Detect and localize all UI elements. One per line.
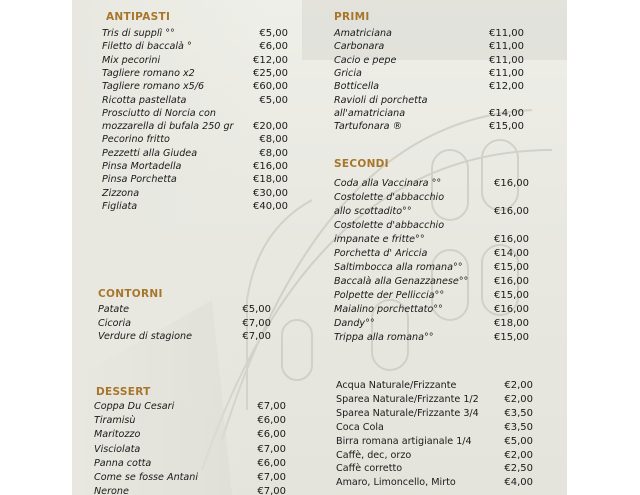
menu-item-name: Pinsa Mortadella xyxy=(102,161,182,172)
menu-item-price: €2,00 xyxy=(504,380,533,391)
menu-item xyxy=(334,178,529,191)
menu-item-price: €14,00 xyxy=(489,107,524,119)
menu-item xyxy=(334,68,524,81)
menu-item xyxy=(336,477,533,490)
menu-item-price: €16,00 xyxy=(494,234,529,245)
menu-item xyxy=(102,95,288,108)
menu-item-name: Pezzetti alla Giudea xyxy=(102,147,198,159)
menu-item xyxy=(98,304,271,317)
menu-item-price: €2,00 xyxy=(504,393,533,405)
section-title-dessert: DESSERT xyxy=(96,386,151,398)
menu-item-price: €4,00 xyxy=(504,477,533,489)
section-title-antipasti: ANTIPASTI xyxy=(106,11,171,23)
menu-item-price: €15,00 xyxy=(494,332,529,343)
menu-item xyxy=(334,121,524,134)
menu-item-name: Figliata xyxy=(102,200,138,212)
menu-item-name: Pinsa Porchetta xyxy=(102,174,177,186)
menu-item xyxy=(102,108,288,121)
menu-item xyxy=(102,68,288,81)
menu-item xyxy=(334,192,529,205)
menu-item-name: Coppa Du Cesari xyxy=(94,401,175,412)
menu-page xyxy=(72,0,567,495)
menu-item-price: €16,00 xyxy=(494,304,529,315)
menu-item-name: Nerone xyxy=(94,486,129,495)
menu-item-name: Tris di supplì °° xyxy=(102,28,175,39)
menu-item-price: €5,00 xyxy=(242,304,271,315)
menu-item-price: €7,00 xyxy=(242,317,271,329)
menu-item-price: €16,00 xyxy=(494,206,529,217)
menu-item-price: €25,00 xyxy=(253,67,288,79)
menu-item xyxy=(334,108,524,121)
menu-item xyxy=(336,422,533,435)
menu-item-price: €15,00 xyxy=(494,290,529,301)
menu-item xyxy=(94,472,286,485)
menu-item-name: Porchetta d' Ariccia xyxy=(334,248,428,259)
menu-item xyxy=(334,304,529,317)
menu-item-name: Tagliere romano x5/6 xyxy=(102,81,205,93)
menu-item-name: Maritozzo xyxy=(94,429,141,441)
menu-item-name: Pecorino fritto xyxy=(102,134,170,146)
menu-item-name: Visciolata xyxy=(94,443,141,455)
menu-item xyxy=(102,81,288,94)
menu-item xyxy=(334,318,529,331)
menu-item-name: Carbonara xyxy=(334,41,385,53)
menu-item-name: Birra romana artigianale 1/4 xyxy=(336,435,472,447)
menu-item xyxy=(334,41,524,54)
menu-item-name: Costolette d'abbacchio xyxy=(334,220,445,231)
menu-item-price: €16,00 xyxy=(494,276,529,287)
menu-item-name: Caffè, dec, orzo xyxy=(336,449,412,461)
menu-item xyxy=(334,276,529,289)
menu-item-price: €6,00 xyxy=(257,415,286,427)
menu-item xyxy=(334,234,529,247)
menu-item-name: Come se fosse Antani xyxy=(94,472,199,483)
menu-item-name: Coca Cola xyxy=(336,421,384,433)
section-title-contorni: CONTORNI xyxy=(98,288,163,300)
menu-item-price: €14,00 xyxy=(494,248,529,259)
menu-item-price: €20,00 xyxy=(253,121,288,133)
menu-item-name: Amatriciana xyxy=(334,28,392,39)
menu-item-price: €2,50 xyxy=(504,463,533,475)
menu-item-price: €11,00 xyxy=(489,28,524,39)
menu-item xyxy=(336,463,533,476)
menu-item xyxy=(334,220,529,233)
menu-item-name: Maialino porchettato°° xyxy=(334,304,443,315)
menu-item xyxy=(334,332,529,345)
menu-item-name: Verdure di stagione xyxy=(98,331,192,342)
menu-item xyxy=(334,81,524,94)
menu-item-price: €18,00 xyxy=(494,318,529,329)
menu-item xyxy=(334,290,529,303)
menu-item xyxy=(336,394,533,407)
menu-item-name: Amaro, Limoncello, Mirto xyxy=(336,477,456,489)
menu-item-price: €7,00 xyxy=(257,443,286,455)
menu-item xyxy=(102,134,288,147)
menu-item-name: Sparea Naturale/Frizzante 1/2 xyxy=(336,393,479,405)
menu-item-price: €40,00 xyxy=(253,200,288,212)
menu-item-name: Acqua Naturale/Frizzante xyxy=(336,380,457,391)
menu-item-price: €6,00 xyxy=(257,429,286,441)
menu-item-price: €3,50 xyxy=(504,421,533,433)
menu-item-name: Coda alla Vaccinara °° xyxy=(334,178,442,189)
menu-item xyxy=(102,201,288,214)
menu-item xyxy=(334,248,529,261)
menu-item-price: €6,00 xyxy=(257,457,286,469)
menu-item-price: €7,00 xyxy=(257,486,286,495)
menu-item-name: Tiramisù xyxy=(94,415,136,427)
menu-item xyxy=(334,95,524,108)
menu-item-price: €11,00 xyxy=(489,41,524,53)
menu-item-name: Mix pecorini xyxy=(102,54,161,66)
menu-item xyxy=(94,401,286,414)
menu-item-name: Patate xyxy=(98,304,129,315)
menu-item-price: €16,00 xyxy=(253,161,288,172)
menu-item xyxy=(336,450,533,463)
menu-item xyxy=(336,408,533,421)
menu-item xyxy=(102,161,288,174)
menu-item xyxy=(102,148,288,161)
menu-item-name: mozzarella di bufala 250 gr xyxy=(102,121,234,133)
menu-item-name: Cacio e pepe xyxy=(334,54,397,66)
menu-item-name: Prosciutto di Norcia con xyxy=(102,107,216,119)
menu-item xyxy=(98,331,271,344)
menu-item-price: €7,00 xyxy=(242,331,271,342)
menu-item-name: Sparea Naturale/Frizzante 3/4 xyxy=(336,407,479,419)
menu-item-name: Gricia xyxy=(334,67,362,79)
menu-item-name: Tagliere romano x2 xyxy=(102,67,195,79)
menu-item-price: €18,00 xyxy=(253,174,288,186)
menu-item-price: €5,00 xyxy=(259,94,288,106)
menu-item-price: €12,00 xyxy=(253,54,288,66)
section-title-primi: PRIMI xyxy=(334,11,370,23)
menu-item xyxy=(102,188,288,201)
menu-item-name: all'amatriciana xyxy=(334,107,406,119)
menu-item-price: €12,00 xyxy=(489,81,524,93)
menu-item xyxy=(336,380,533,393)
menu-item-price: €5,00 xyxy=(259,28,288,39)
menu-item-name: Ricotta pastellata xyxy=(102,94,187,106)
menu-item-price: €60,00 xyxy=(253,81,288,93)
menu-item xyxy=(94,429,286,442)
menu-item xyxy=(94,444,286,457)
menu-item-name: Caffè corretto xyxy=(336,463,403,475)
menu-item-price: €8,00 xyxy=(259,147,288,159)
menu-item-price: €5,00 xyxy=(504,435,533,447)
menu-item xyxy=(102,41,288,54)
menu-item-price: €3,50 xyxy=(504,407,533,419)
menu-item xyxy=(334,28,524,41)
menu-item-price: €7,00 xyxy=(257,401,286,412)
menu-item-name: Dandy°° xyxy=(334,318,375,329)
menu-item-price: €6,00 xyxy=(259,41,288,53)
menu-item-price: €16,00 xyxy=(494,178,529,189)
menu-item xyxy=(334,262,529,275)
menu-item-name: Cicoria xyxy=(98,317,131,329)
menu-item xyxy=(94,486,286,495)
menu-item xyxy=(94,415,286,428)
menu-item-name: Botticella xyxy=(334,81,380,93)
menu-item xyxy=(102,28,288,41)
menu-item-price: €7,00 xyxy=(257,472,286,483)
menu-item-price: €11,00 xyxy=(489,67,524,79)
menu-item-price: €30,00 xyxy=(253,187,288,199)
menu-item-name: Costolette d'abbacchio xyxy=(334,192,445,203)
menu-item xyxy=(94,458,286,471)
menu-item-name: Ravioli di porchetta xyxy=(334,94,428,106)
menu-item-price: €8,00 xyxy=(259,134,288,146)
menu-item-price: €15,00 xyxy=(489,121,524,133)
menu-item xyxy=(334,206,529,219)
menu-item-name: Tartufonara ® xyxy=(334,121,403,133)
menu-item xyxy=(102,55,288,68)
section-title-secondi: SECONDI xyxy=(334,158,389,170)
menu-item-name: impanate e fritte°° xyxy=(334,234,425,245)
menu-item xyxy=(102,121,288,134)
menu-item-name: allo scottadito°° xyxy=(334,206,412,217)
menu-item-name: Zizzona xyxy=(102,187,140,199)
menu-item-price: €11,00 xyxy=(489,54,524,66)
menu-item xyxy=(102,174,288,187)
menu-item xyxy=(334,55,524,68)
menu-item-name: Baccalà alla Genazzanese°° xyxy=(334,276,469,287)
menu-item xyxy=(336,436,533,449)
menu-item-name: Panna cotta xyxy=(94,457,152,469)
menu-item-name: Filetto di baccalà ° xyxy=(102,41,192,53)
menu-item xyxy=(98,318,271,331)
menu-item-price: €2,00 xyxy=(504,449,533,461)
menu-item-price: €15,00 xyxy=(494,262,529,273)
menu-item-name: Polpette der Pelliccia°° xyxy=(334,290,445,301)
menu-item-name: Trippa alla romana°° xyxy=(334,332,434,343)
menu-item-name: Saltimbocca alla romana°° xyxy=(334,262,463,273)
